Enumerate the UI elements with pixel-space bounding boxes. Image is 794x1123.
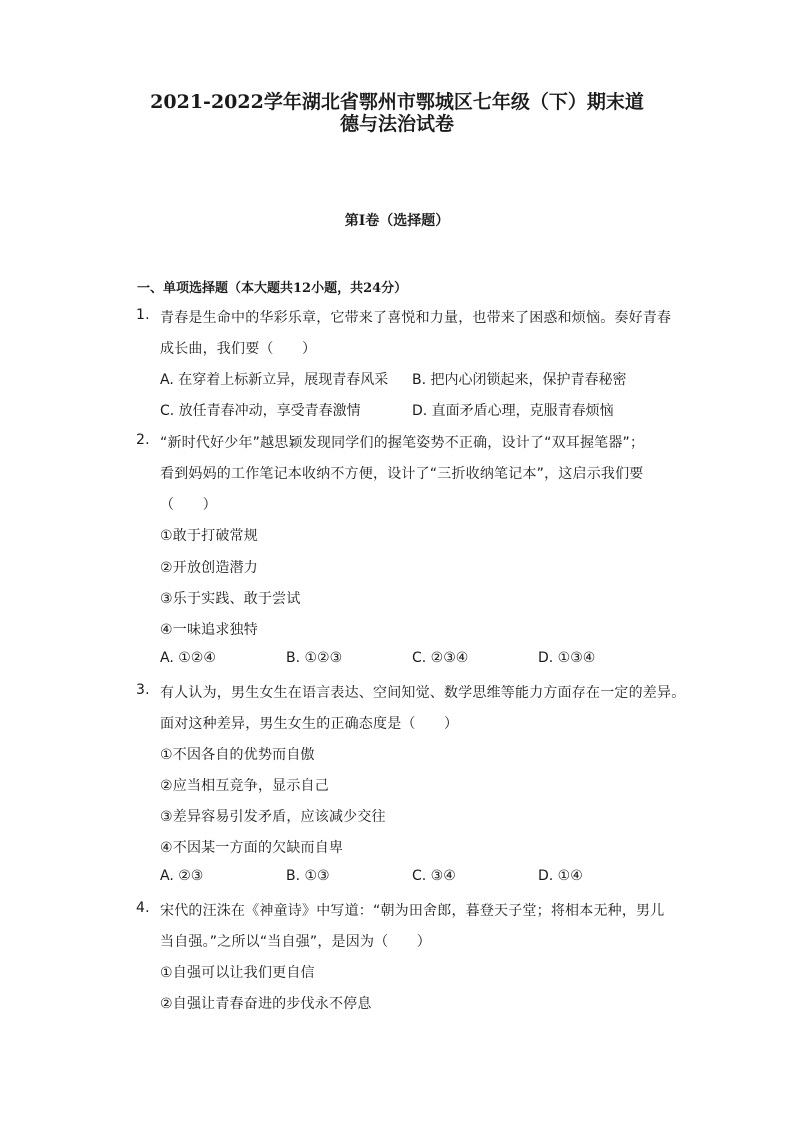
- question-2-item-1: ①敢于打破常规: [160, 528, 258, 544]
- question-3-option-b[interactable]: B. ①③: [286, 868, 330, 884]
- question-3-option-d[interactable]: D. ①④: [538, 868, 583, 884]
- question-2-option-a[interactable]: A. ①②④: [160, 650, 216, 666]
- question-3-option-a[interactable]: A. ②③: [160, 868, 204, 884]
- question-4-stem-line-1: 宋代的汪洙在《神童诗》中写道：“朝为田舍郎，暮登天子堂；将相本无种，男儿: [160, 903, 665, 919]
- question-3-item-4: ④不因某一方面的欠缺而自卑: [160, 840, 344, 856]
- question-1-stem-line-2: 成长曲，我们要（ ）: [160, 341, 317, 357]
- part-heading: 一、单项选择题（本大题共12小题，共24分）: [137, 281, 408, 296]
- question-3-item-2: ②应当相互竞争，显示自己: [160, 778, 329, 794]
- question-1-option-d[interactable]: D. 直面矛盾心理，克服青春烦恼: [412, 403, 614, 419]
- question-3-option-c[interactable]: C. ③④: [412, 868, 456, 884]
- question-2-option-d[interactable]: D. ①③④: [538, 650, 596, 666]
- question-4-item-2: ②自强让青春奋进的步伐永不停息: [160, 996, 372, 1012]
- question-2-item-3: ③乐于实践、敢于尝试: [160, 591, 301, 607]
- question-4-number: 4.: [136, 900, 150, 916]
- question-4-item-1: ①自强可以让我们更自信: [160, 965, 315, 981]
- document-title-line-2: 德与法治试卷: [339, 113, 454, 135]
- question-2-item-4: ④一味追求独特: [160, 622, 258, 638]
- question-4-stem-line-2: 当自强。”之所以“当自强”，是因为（ ）: [160, 934, 431, 950]
- question-2-stem-line-1: “新时代好少年”越思颖发现同学们的握笔姿势不正确，设计了“双耳握笔器”；: [160, 435, 645, 451]
- question-3-stem-line-1: 有人认为，男生女生在语言表达、空间知觉、数学思维等能力方面存在一定的差异。: [160, 685, 686, 701]
- question-2-number: 2.: [136, 432, 150, 448]
- question-2-option-b[interactable]: B. ①②③: [286, 650, 343, 666]
- question-3-item-3: ③差异容易引发矛盾，应该减少交往: [160, 809, 386, 825]
- question-3-item-1: ①不因各自的优势而自傲: [160, 747, 315, 763]
- question-2-stem-line-2: 看到妈妈的工作笔记本收纳不方便，设计了“三折收纳笔记本”，这启示我们要: [160, 466, 644, 482]
- question-2-stem-line-3: （ ）: [160, 497, 217, 513]
- question-1-option-a[interactable]: A. 在穿着上标新立异，展现青春风采: [160, 372, 389, 388]
- question-1-stem-line-1: 青春是生命中的华彩乐章，它带来了喜悦和力量，也带来了困惑和烦恼。奏好青春: [160, 310, 672, 326]
- section-heading: 第I卷（选择题）: [344, 213, 450, 229]
- question-3-stem-line-2: 面对这种差异，男生女生的正确态度是（ ）: [160, 716, 459, 732]
- question-1-option-b[interactable]: B. 把内心闭锁起来，保护青春秘密: [412, 372, 627, 388]
- question-3-number: 3.: [136, 682, 150, 698]
- question-2-item-2: ②开放创造潜力: [160, 560, 258, 576]
- question-2-option-c[interactable]: C. ②③④: [412, 650, 469, 666]
- document-title-line-1: 2021-2022学年湖北省鄂州市鄂城区七年级（下）期末道: [150, 91, 644, 113]
- question-1-option-c[interactable]: C. 放任青春冲动，享受青春激情: [160, 403, 361, 419]
- question-1-number: 1.: [136, 307, 150, 323]
